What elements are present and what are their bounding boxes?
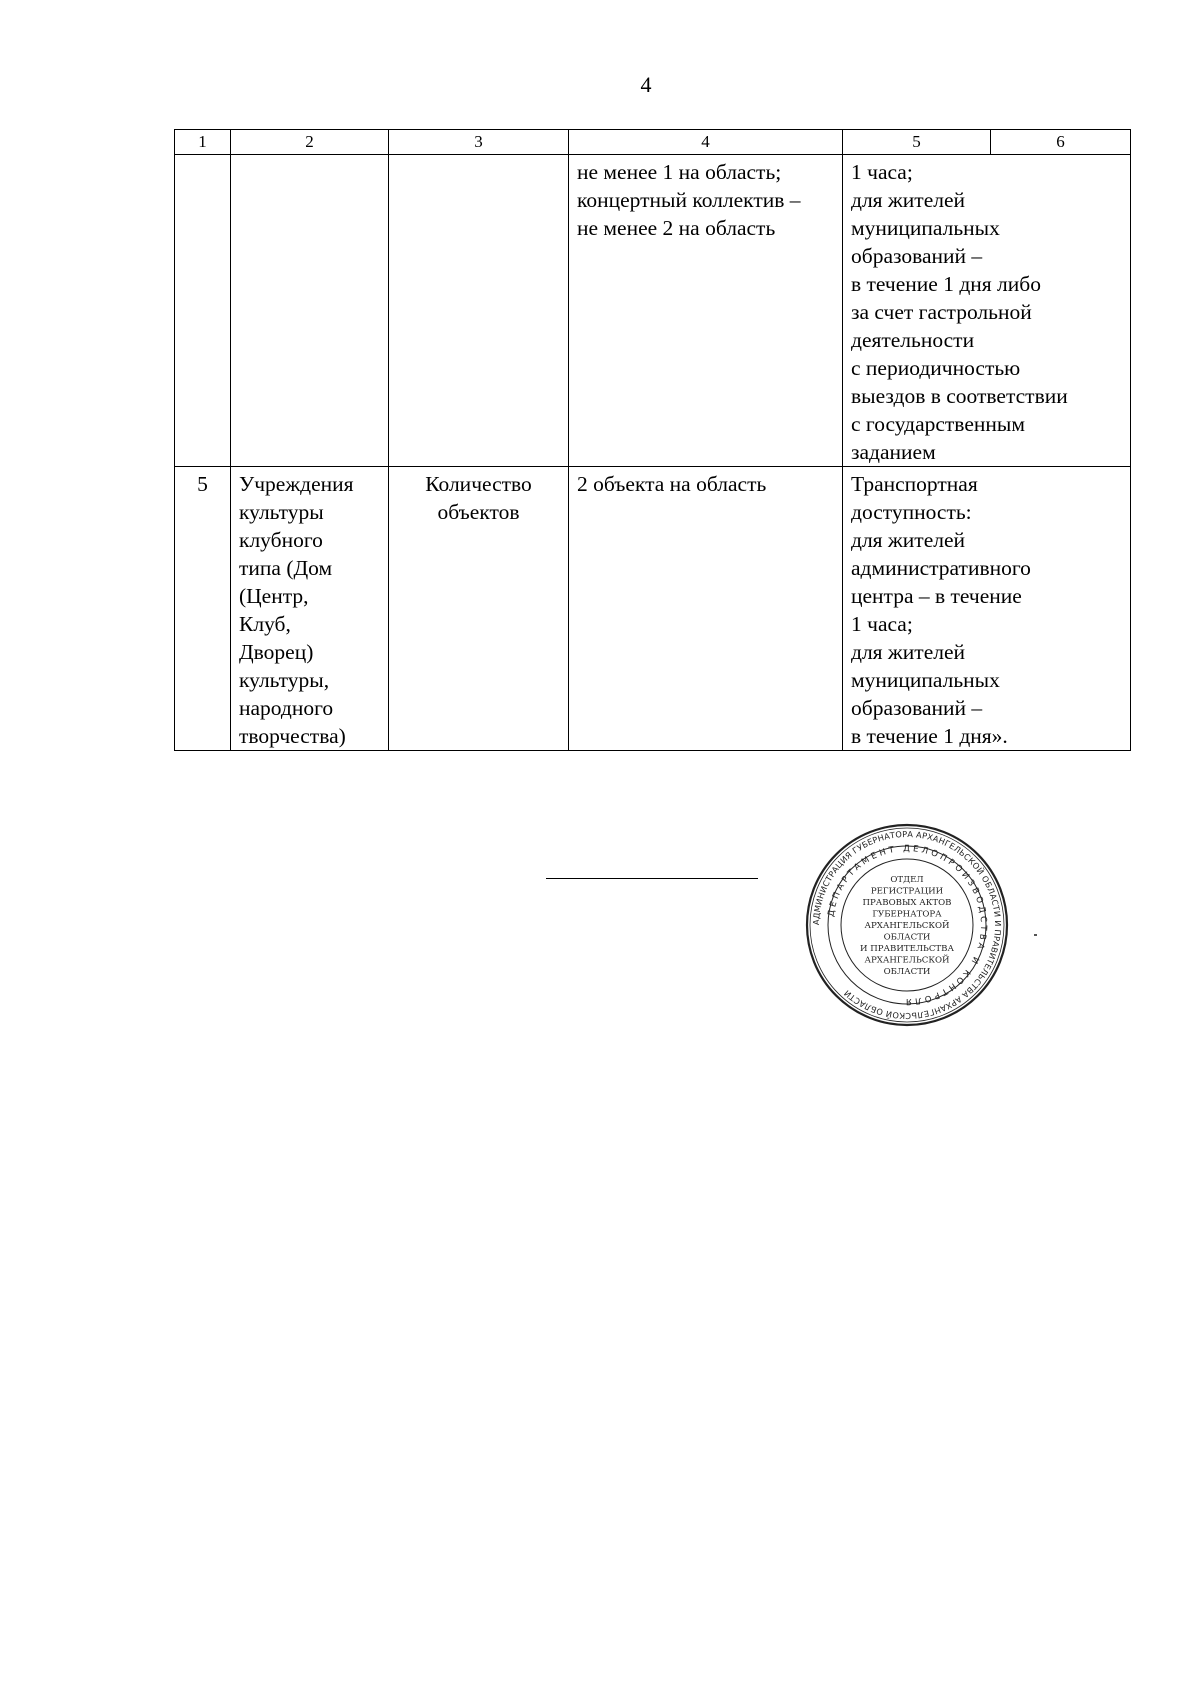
seal-center-line: ПРАВОВЫХ АКТОВ [862, 898, 952, 908]
signature-line [546, 878, 758, 879]
official-seal [804, 822, 1010, 1028]
cell-row1-col3 [389, 155, 569, 467]
cell-row2-col2: Учреждения культуры клубного типа (Дом (Центр, Клуб, Дворец) культуры, народного творчества) [231, 467, 389, 751]
column-number-1: 1 [175, 130, 231, 155]
scan-speck [1034, 934, 1037, 936]
cell-row1-col4: не менее 1 на область; концертный коллектив – не менее 2 на область [569, 155, 843, 467]
cell-row1-col1 [175, 155, 231, 467]
cell-row1-col5-6: 1 часа; для жителей муниципальных образований – в течение 1 дня либо за счет гастрольной деятельности с периодичностью выездов в соответствии с государственным заданием [843, 155, 1131, 467]
column-number-5: 5 [843, 130, 991, 155]
seal-outer-text: АДМИНИСТРАЦИЯ ГУБЕРНАТОРА АРХАНГЕЛЬСКОЙ ОБЛАСТИ И ПРАВИТЕЛЬСТВА АРХАНГЕЛЬСКОЙ ОБЛАСТИ [810, 828, 1004, 1022]
seal-center-line: РЕГИСТРАЦИИ [870, 886, 944, 897]
cell-row2-col3: Количество объектов [389, 467, 569, 751]
requirements-table [174, 129, 1131, 751]
page-number: 4 [640, 72, 652, 97]
seal-inner-text: ДЕПАРТАМЕНТ ДЕЛОПРОИЗВОДСТВА И КОНТРОЛЯ [826, 843, 989, 1007]
seal-center-text [860, 875, 954, 977]
column-number-6: 6 [991, 130, 1131, 155]
seal-center-line: ОБЛАСТИ [883, 967, 931, 977]
table-header-row [175, 130, 1131, 155]
cell-row1-col2 [231, 155, 389, 467]
cell-row2-col1: 5 [175, 467, 231, 751]
column-number-3: 3 [389, 130, 569, 155]
column-number-4: 4 [569, 130, 843, 155]
seal-center-line: АРХАНГЕЛЬСКОЙ [864, 955, 950, 966]
cell-row2-col5-6: Транспортная доступность: для жителей административного центра – в течение 1 часа; для жителей муниципальных образований – в течение 1 дня». [843, 467, 1131, 751]
column-number-2: 2 [231, 130, 389, 155]
seal-center-line: ГУБЕРНАТОРА [872, 909, 942, 920]
seal-center-line: АРХАНГЕЛЬСКОЙ [864, 921, 950, 931]
seal-center-line: ОТДЕЛ [890, 875, 924, 885]
seal-center-line: И ПРАВИТЕЛЬСТВА [860, 944, 954, 954]
cell-row2-col4: 2 объекта на область [569, 467, 843, 751]
seal-center-line: ОБЛАСТИ [883, 932, 931, 943]
table-row [175, 467, 1131, 751]
table-row [175, 155, 1131, 467]
